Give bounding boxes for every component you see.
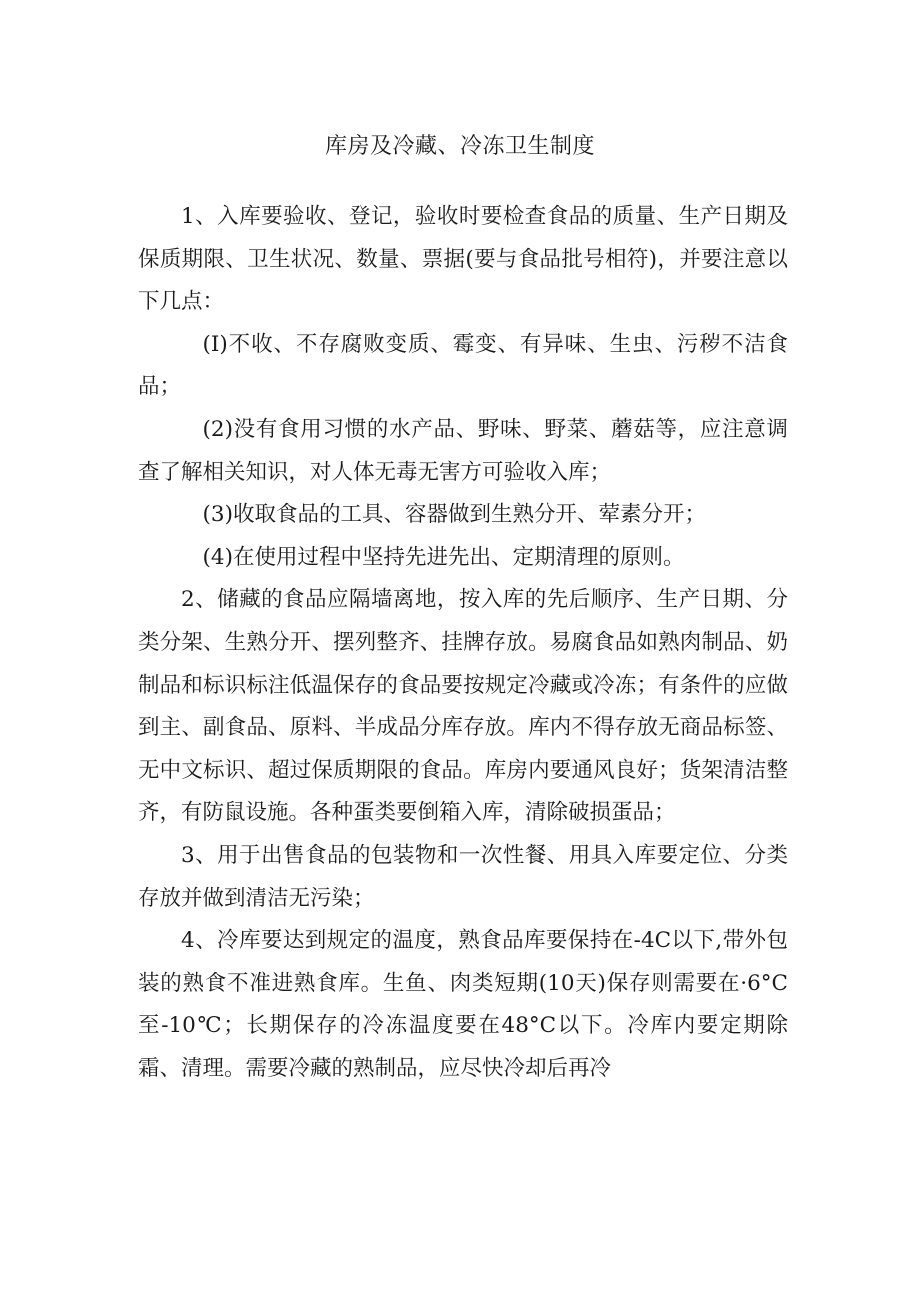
paragraph-1-item-2: (2)没有食用习惯的水产品、野味、野菜、蘑菇等，应注意调查了解相关知识，对人体无毒无害方可验收入库； [138, 416, 788, 485]
paragraph-1-item-4: (4)在使用过程中坚持先进先出、定期清理的原则。 [202, 544, 685, 570]
paragraph-1-item-1: (I)不收、不存腐败变质、霉变、有异味、生虫、污秽不洁食品； [138, 331, 788, 400]
document-body [138, 196, 788, 1090]
paragraph-2: 2、储藏的食品应隔墙离地，按入库的先后顺序、生产日期、分类分架、生熟分开、摆列整齐、挂牌存放。易腐食品如熟肉制品、奶制品和标识标注低温保存的食品要按规定冷藏或冷冻；有条件的应做到主、副食品、原料、半成品分库存放。库内不得存放无商品标签、无中文标识、超过保质期限的食品。库房内要通风良好；货架清洁整齐，有防鼠设施。各种蛋类要倒箱入库，清除破损蛋品； [138, 587, 788, 826]
paragraph-1-item-3: (3)收取食品的工具、容器做到生熟分开、荤素分开； [202, 502, 706, 528]
paragraph-4: 4、冷库要达到规定的温度，熟食品库要保持在-4C以下,带外包装的熟食不准进熟食库。生鱼、肉类短期(10天)保存则需要在·6°C至-10℃；长期保存的冷冻温度要在48°C以下。冷库内要定期除霜、清理。需要冷藏的熟制品，应尽快冷却后再冷 [138, 928, 788, 1081]
document-title: 库房及冷藏、冷冻卫生制度 [324, 134, 595, 159]
paragraph-1: 1、入库要验收、登记，验收时要检查食品的质量、生产日期及保质期限、卫生状况、数量、票据(要与食品批号相符)，并要注意以下几点： [138, 204, 788, 315]
paragraph-3: 3、用于出售食品的包装物和一次性餐、用具入库要定位、分类存放并做到清洁无污染； [138, 842, 788, 911]
